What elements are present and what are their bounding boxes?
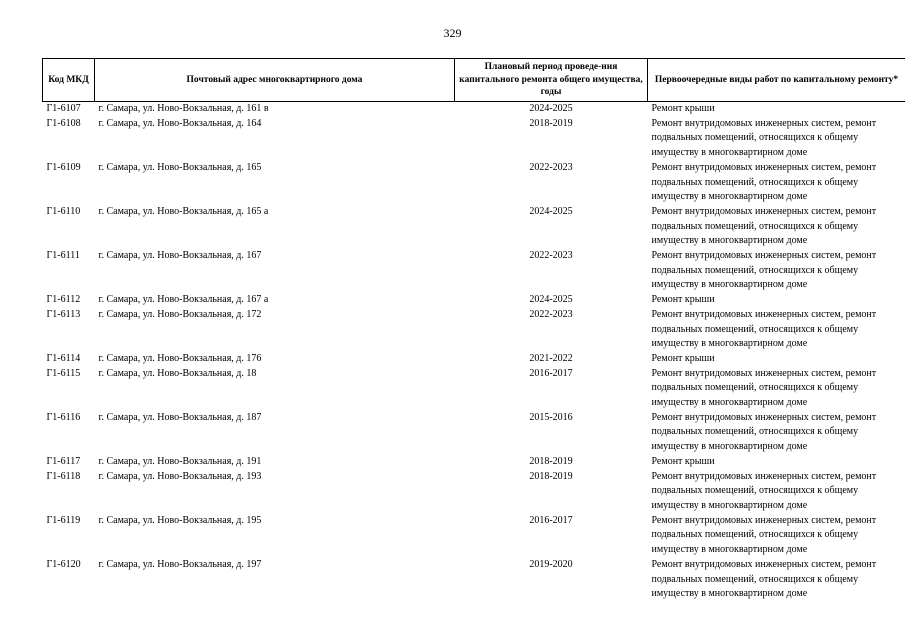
cell-address: г. Самара, ул. Ново-Вокзальная, д. 165 а	[98, 205, 269, 217]
cell-address: г. Самара, ул. Ново-Вокзальная, д. 165	[98, 161, 262, 173]
cell-works: Ремонт крыши	[651, 103, 715, 114]
page-number: 329	[443, 26, 462, 40]
cell-works: Ремонт крыши	[651, 455, 715, 467]
header-period: Плановый период проведе-ния капитального ремонта общего имущества, годы	[455, 59, 648, 102]
table-body	[43, 102, 905, 602]
cell-code: Г1-6109	[46, 161, 81, 173]
cell-address: г. Самара, ул. Ново-Вокзальная, д. 176	[98, 352, 262, 364]
cell-period: 2021-2022	[529, 352, 573, 364]
table-row	[43, 558, 905, 602]
cell-address: г. Самара, ул. Ново-Вокзальная, д. 197	[98, 558, 262, 570]
cell-period: 2024-2025	[529, 103, 573, 114]
cell-period: 2016-2017	[529, 514, 573, 526]
table-header	[43, 59, 905, 102]
cell-address: г. Самара, ул. Ново-Вокзальная, д. 18	[98, 367, 257, 379]
table-row	[43, 411, 905, 455]
cell-code: Г1-6114	[46, 352, 81, 364]
cell-works: Ремонт внутридомовых инженерных систем, ремонт подвальных помещений, относящихся к общему имуществу в многоквартирном доме	[651, 470, 877, 511]
cell-code: Г1-6113	[46, 308, 81, 320]
cell-address: г. Самара, ул. Ново-Вокзальная, д. 164	[98, 117, 262, 129]
table-row	[43, 205, 905, 249]
cell-works: Ремонт внутридомовых инженерных систем, ремонт подвальных помещений, относящихся к общему имуществу в многоквартирном доме	[651, 117, 877, 159]
cell-period: 2018-2019	[529, 470, 573, 482]
table-row	[43, 161, 905, 205]
table-row	[43, 367, 905, 411]
cell-period: 2018-2019	[529, 117, 573, 129]
cell-works: Ремонт крыши	[651, 352, 715, 364]
cell-code: Г1-6115	[46, 367, 81, 379]
cell-works: Ремонт внутридомовых инженерных систем, ремонт подвальных помещений, относящихся к общему имуществу в многоквартирном доме	[651, 250, 877, 291]
cell-code: Г1-6111	[46, 250, 80, 262]
cell-period: 2022-2023	[529, 250, 573, 262]
table-row	[43, 514, 905, 558]
cell-address: г. Самара, ул. Ново-Вокзальная, д. 167	[98, 250, 262, 262]
cell-address: г. Самара, ул. Ново-Вокзальная, д. 172	[98, 308, 262, 320]
cell-address: г. Самара, ул. Ново-Вокзальная, д. 191	[98, 455, 262, 467]
cell-works: Ремонт внутридомовых инженерных систем, ремонт подвальных помещений, относящихся к общему имуществу в многоквартирном доме	[651, 411, 877, 453]
cell-period: 2024-2025	[529, 294, 573, 306]
cell-works: Ремонт внутридомовых инженерных систем, ремонт подвальных помещений, относящихся к общему имуществу в многоквартирном доме	[651, 514, 877, 556]
cell-period: 2015-2016	[529, 411, 573, 423]
cell-address: г. Самара, ул. Ново-Вокзальная, д. 193	[98, 470, 262, 482]
header-code: Код МКД	[43, 59, 95, 102]
table-row	[43, 102, 905, 117]
table-row	[43, 117, 905, 161]
cell-code: Г1-6110	[46, 205, 81, 217]
cell-code: Г1-6107	[46, 103, 81, 114]
cell-works: Ремонт крыши	[651, 294, 715, 306]
cell-code: Г1-6119	[46, 514, 81, 526]
header-row	[43, 59, 905, 102]
cell-works: Ремонт внутридомовых инженерных систем, ремонт подвальных помещений, относящихся к общему имуществу в многоквартирном доме	[651, 205, 877, 247]
cell-address: г. Самара, ул. Ново-Вокзальная, д. 187	[98, 411, 262, 423]
cell-code: Г1-6108	[46, 117, 81, 129]
cell-address: г. Самара, ул. Ново-Вокзальная, д. 195	[98, 514, 262, 526]
table-row	[43, 293, 905, 308]
capital-repair-table	[42, 58, 905, 602]
cell-code: Г1-6112	[46, 294, 81, 306]
cell-code: Г1-6117	[46, 455, 81, 467]
cell-code: Г1-6118	[46, 470, 81, 482]
cell-address: г. Самара, ул. Ново-Вокзальная, д. 167 а	[98, 294, 269, 306]
cell-code: Г1-6116	[46, 411, 81, 423]
table-row	[43, 352, 905, 367]
cell-address: г. Самара, ул. Ново-Вокзальная, д. 161 в	[98, 103, 269, 114]
table-row	[43, 249, 905, 293]
header-address: Почтовый адрес многоквартирного дома	[95, 59, 455, 102]
table-row	[43, 308, 905, 352]
header-works: Первоочередные виды работ по капитальному ремонту*	[648, 59, 905, 102]
cell-period: 2018-2019	[529, 455, 573, 467]
cell-period: 2016-2017	[529, 367, 573, 379]
cell-works: Ремонт внутридомовых инженерных систем, ремонт подвальных помещений, относящихся к общему имуществу в многоквартирном доме	[651, 558, 877, 600]
cell-period: 2024-2025	[529, 205, 573, 217]
cell-period: 2022-2023	[529, 308, 573, 320]
cell-works: Ремонт внутридомовых инженерных систем, ремонт подвальных помещений, относящихся к общему имуществу в многоквартирном доме	[651, 367, 877, 409]
cell-works: Ремонт внутридомовых инженерных систем, ремонт подвальных помещений, относящихся к общему имуществу в многоквартирном доме	[651, 161, 877, 203]
cell-code: Г1-6120	[46, 558, 81, 570]
cell-period: 2019-2020	[529, 558, 573, 570]
cell-works: Ремонт внутридомовых инженерных систем, ремонт подвальных помещений, относящихся к общему имуществу в многоквартирном доме	[651, 308, 877, 350]
table-row	[43, 470, 905, 514]
cell-period: 2022-2023	[529, 161, 573, 173]
table-row	[43, 455, 905, 470]
